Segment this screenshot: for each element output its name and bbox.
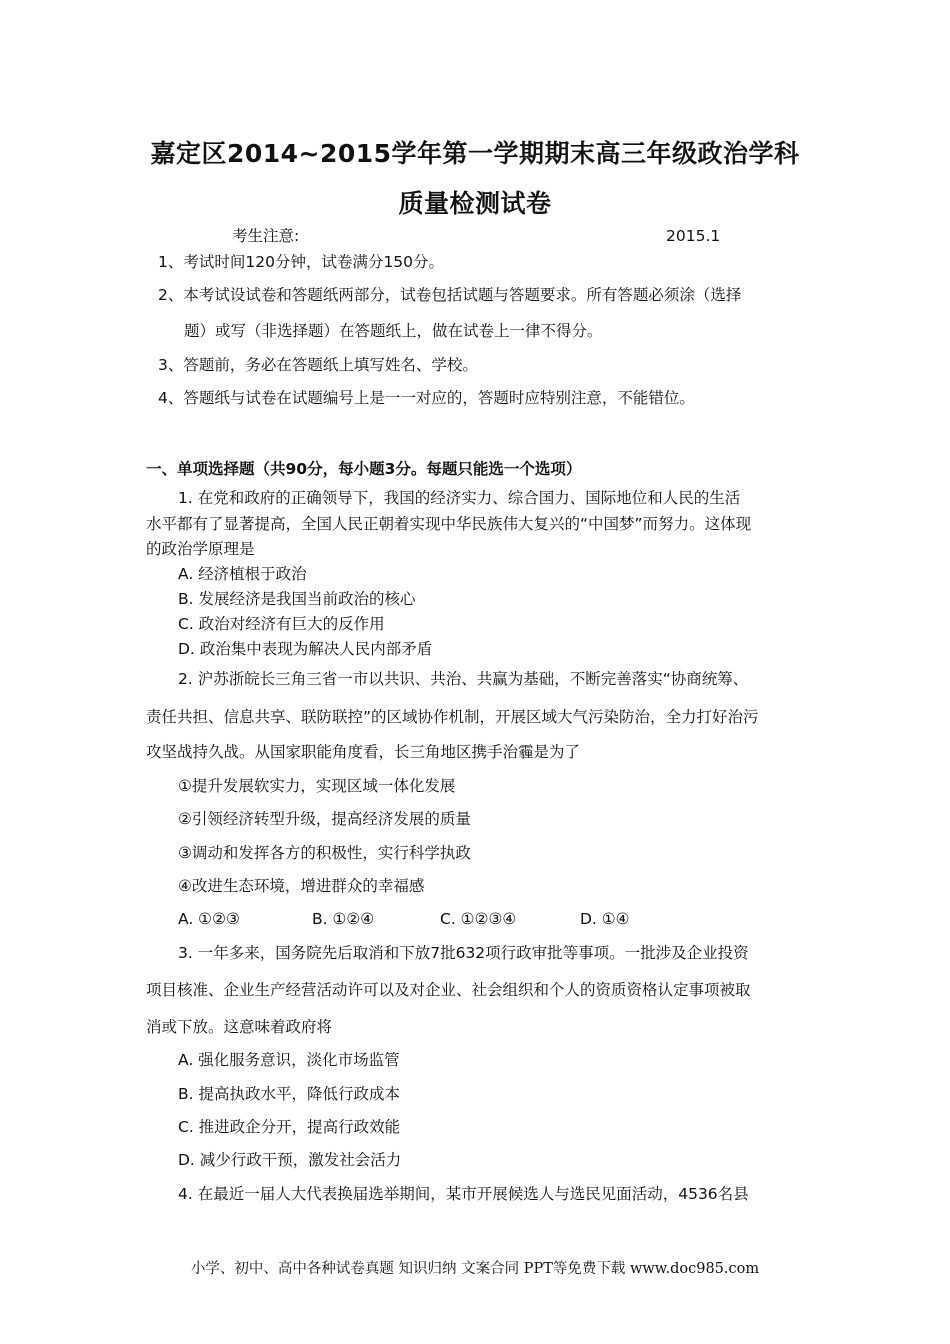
question-2-statement: ①提升发展软实力，实现区域一体化发展 xyxy=(178,777,456,795)
question-2-stem: 责任共担、信息共享、联防联控”的区域协作机制，开展区域大气污染防治，全力打好治污 xyxy=(146,708,759,726)
question-1-option: D. 政治集中表现为解决人民内部矛盾 xyxy=(178,640,433,658)
notice-label: 考生注意: xyxy=(232,227,300,245)
question-3-stem: 消或下放。这意味着政府将 xyxy=(146,1018,333,1036)
notice-item: 2、本考试设试卷和答题纸两部分，试卷包括试题与答题要求。所有答题必须涂（选择 xyxy=(158,286,742,304)
question-3-stem: 3. 一年多来，国务院先后取消和下放7批632项行政审批等事项。一批涉及企业投资 xyxy=(178,944,749,962)
question-1-option: C. 政治对经济有巨大的反作用 xyxy=(178,615,385,633)
question-2-choices xyxy=(0,909,950,929)
question-3-stem: 项目核准、企业生产经营活动许可以及对企业、社会组织和个人的资质资格认定事项被取 xyxy=(146,981,751,999)
notice-item: 4、答题纸与试卷在试题编号上是一一对应的，答题时应特别注意，不能错位。 xyxy=(158,389,695,407)
question-2-statement: ④改进生态环境，增进群众的幸福感 xyxy=(178,877,425,895)
question-4-stem: 4. 在最近一届人大代表换届选举期间，某市开展候选人与选民见面活动，4536名县 xyxy=(178,1185,749,1203)
question-1-stem: 1. 在党和政府的正确领导下，我国的经济实力、综合国力、国际地位和人民的生活 xyxy=(178,489,741,507)
page-footer: 小学、初中、高中各种试卷真题 知识归纳 文案合同 PPT等免费下载 www.doc985.com xyxy=(190,1261,760,1277)
question-1-option: B. 发展经济是我国当前政治的核心 xyxy=(178,590,416,608)
question-1-stem: 的政治学原理是 xyxy=(146,540,255,558)
question-2-stem: 2. 沪苏浙皖长三角三省一市以共识、共治、共赢为基础，不断完善落实“协商统筹、 xyxy=(178,670,749,688)
question-2-statement: ③调动和发挥各方的积极性，实行科学执政 xyxy=(178,844,471,862)
section-heading: 一、单项选择题（共90分，每小题3分。每题只能选一个选项） xyxy=(146,460,582,478)
notice-item: 题）或写（非选择题）在答题纸上，做在试卷上一律不得分。 xyxy=(184,322,603,340)
notice-item: 3、答题前，务必在答题纸上填写姓名、学校。 xyxy=(158,356,478,374)
question-3-option: C. 推进政企分开，提高行政效能 xyxy=(178,1118,401,1136)
question-2-statement: ②引领经济转型升级，提高经济发展的质量 xyxy=(178,810,471,828)
question-2-stem: 攻坚战持久战。从国家职能角度看，长三角地区携手治霾是为了 xyxy=(146,743,581,761)
notice-item: 1、考试时间120分钟，试卷满分150分。 xyxy=(158,253,445,271)
question-3-option: A. 强化服务意识，淡化市场监管 xyxy=(178,1051,400,1069)
exam-title-line2: 质量检测试卷 xyxy=(398,189,552,218)
question-2-choice: B. ①②④ xyxy=(312,910,375,928)
exam-title-line1: 嘉定区2014~2015学年第一学期期末高三年级政治学科 xyxy=(150,139,800,168)
question-2-choice: C. ①②③④ xyxy=(440,910,517,928)
exam-date: 2015.1 xyxy=(666,227,721,245)
question-1-stem: 水平都有了显著提高，全国人民正朝着实现中华民族伟大复兴的“中国梦”而努力。这体现 xyxy=(146,515,752,533)
question-3-option: B. 提高执政水平，降低行政成本 xyxy=(178,1085,400,1103)
question-2-choice: D. ①④ xyxy=(580,910,630,928)
question-1-option: A. 经济植根于政治 xyxy=(178,565,307,583)
question-2-choice: A. ①②③ xyxy=(178,910,240,928)
question-3-option: D. 减少行政干预，激发社会活力 xyxy=(178,1151,402,1169)
